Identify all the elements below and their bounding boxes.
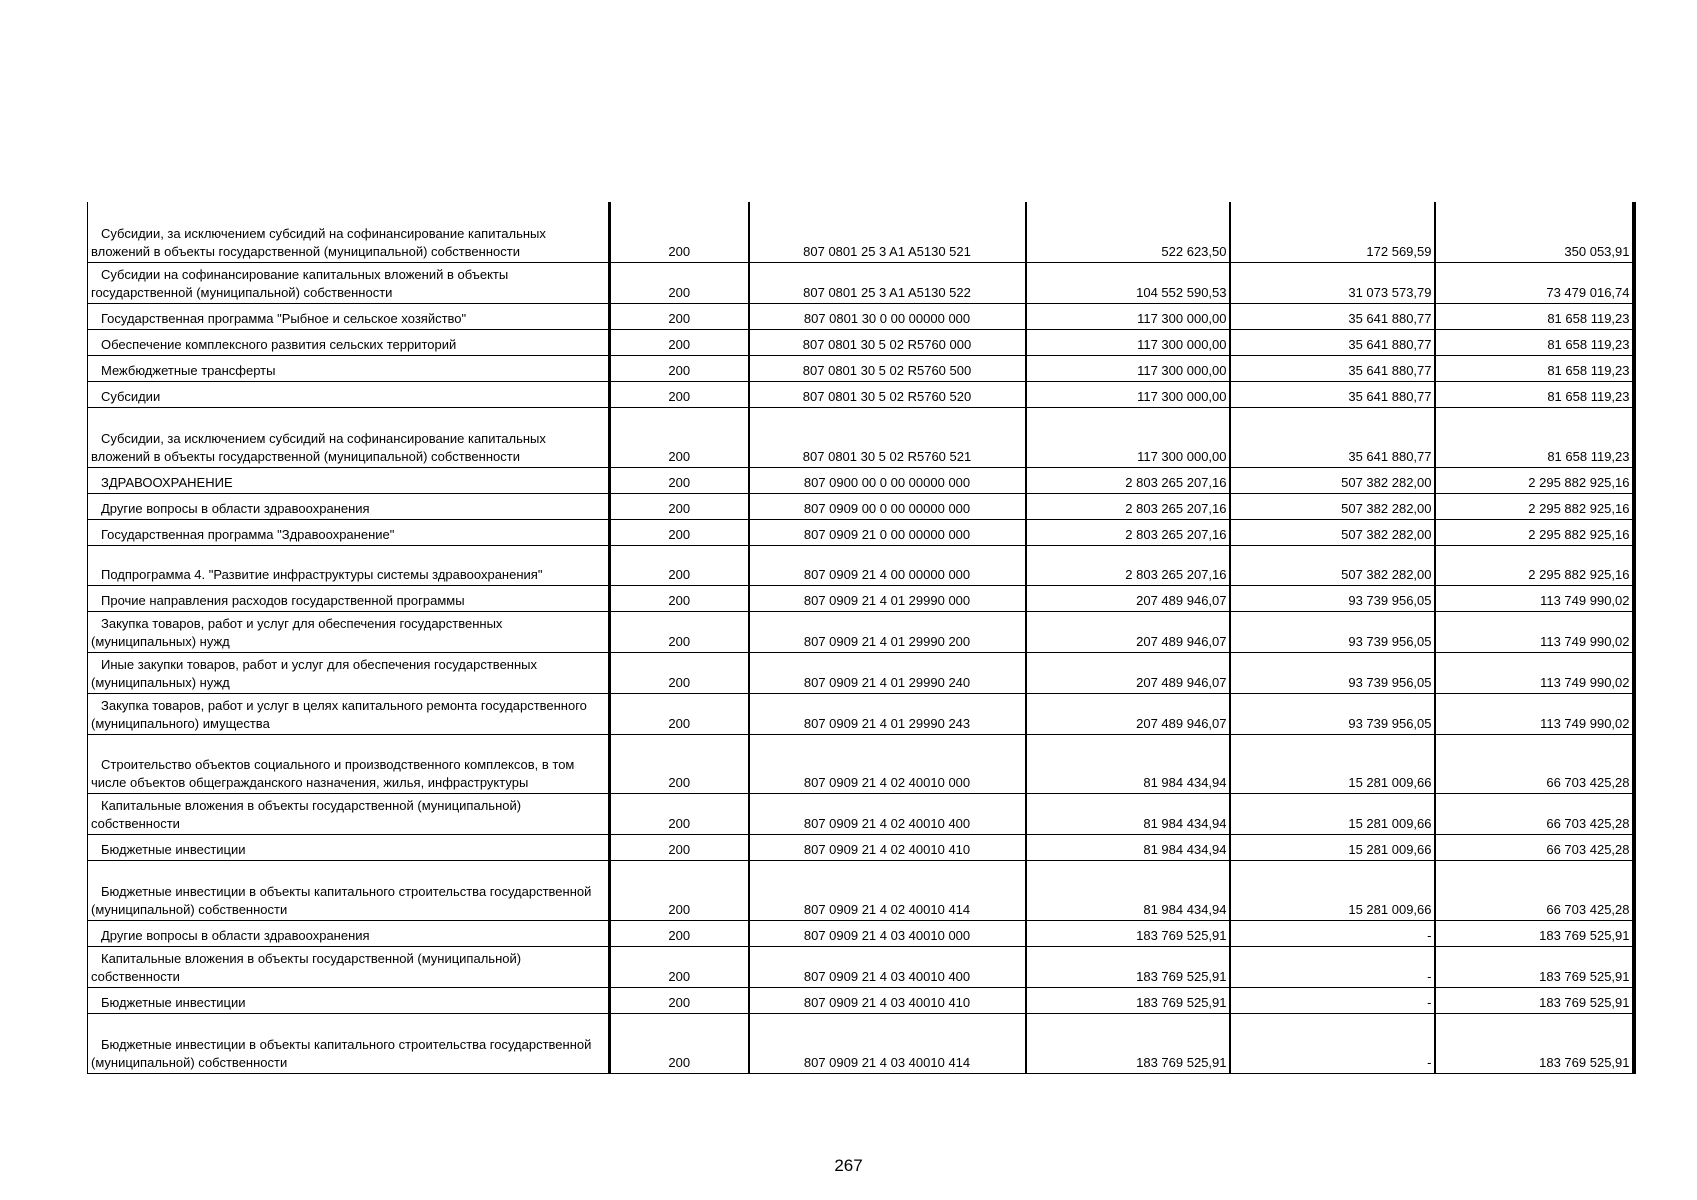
cell-name — [88, 545, 610, 585]
cell-approved: 117 300 000,00 — [1026, 407, 1230, 467]
table-row — [88, 303, 1634, 329]
cell-classification: 807 0801 30 5 02 R5760 520 — [749, 381, 1026, 407]
cell-executed: 35 641 880,77 — [1230, 381, 1435, 407]
cell-classification: 807 0909 21 4 03 40010 000 — [749, 920, 1026, 946]
cell-code: 200 — [610, 1013, 749, 1073]
table-row — [88, 860, 1634, 920]
cell-name — [88, 585, 610, 611]
table-row — [88, 585, 1634, 611]
cell-classification: 807 0909 21 4 01 29990 240 — [749, 652, 1026, 693]
cell-classification: 807 0900 00 0 00 00000 000 — [749, 467, 1026, 493]
cell-name — [88, 734, 610, 793]
row-name-text: Закупка товаров, работ и услуг для обеспечения государственных (муниципальных) нужд — [91, 615, 503, 649]
table-row — [88, 1013, 1634, 1073]
cell-code: 200 — [610, 329, 749, 355]
cell-approved: 2 803 265 207,16 — [1026, 545, 1230, 585]
cell-remaining: 113 749 990,02 — [1435, 585, 1634, 611]
row-name-text: Субсидии — [101, 388, 161, 404]
cell-code: 200 — [610, 303, 749, 329]
row-name-text: Капитальные вложения в объекты государственной (муниципальной) собственности — [91, 950, 522, 984]
cell-remaining: 81 658 119,23 — [1435, 381, 1634, 407]
cell-executed: 507 382 282,00 — [1230, 467, 1435, 493]
cell-executed: 35 641 880,77 — [1230, 303, 1435, 329]
cell-remaining: 81 658 119,23 — [1435, 303, 1634, 329]
row-name-text: Строительство объектов социального и производственного комплексов, в том числе объектов общегражданского назначения, жилья, инфраструктуры — [91, 756, 575, 790]
cell-name — [88, 987, 610, 1013]
cell-name — [88, 860, 610, 920]
cell-name — [88, 693, 610, 734]
row-name-text: Субсидии на софинансирование капитальных вложений в объекты государственной (муниципальной) собственности — [91, 266, 509, 300]
cell-classification: 807 0909 21 4 01 29990 200 — [749, 611, 1026, 652]
cell-remaining: 2 295 882 925,16 — [1435, 493, 1634, 519]
cell-name — [88, 355, 610, 381]
cell-code: 200 — [610, 920, 749, 946]
cell-remaining: 66 703 425,28 — [1435, 734, 1634, 793]
row-name-text: ЗДРАВООХРАНЕНИЕ — [101, 474, 233, 490]
cell-remaining: 81 658 119,23 — [1435, 329, 1634, 355]
row-name-text: Капитальные вложения в объекты государственной (муниципальной) собственности — [91, 797, 522, 831]
cell-approved: 81 984 434,94 — [1026, 734, 1230, 793]
cell-executed: 93 739 956,05 — [1230, 611, 1435, 652]
table-row — [88, 493, 1634, 519]
cell-code: 200 — [610, 652, 749, 693]
cell-name — [88, 262, 610, 303]
cell-executed: - — [1230, 1013, 1435, 1073]
cell-approved: 183 769 525,91 — [1026, 987, 1230, 1013]
cell-name — [88, 467, 610, 493]
cell-executed: 93 739 956,05 — [1230, 652, 1435, 693]
cell-approved: 117 300 000,00 — [1026, 355, 1230, 381]
table-body — [88, 202, 1634, 1073]
cell-name — [88, 652, 610, 693]
cell-executed: 35 641 880,77 — [1230, 329, 1435, 355]
cell-executed: - — [1230, 920, 1435, 946]
table-row — [88, 381, 1634, 407]
cell-name — [88, 493, 610, 519]
table-row — [88, 987, 1634, 1013]
table-row — [88, 834, 1634, 860]
row-name-text: Межбюджетные трансферты — [101, 362, 276, 378]
cell-classification: 807 0909 21 4 03 40010 414 — [749, 1013, 1026, 1073]
cell-remaining: 183 769 525,91 — [1435, 946, 1634, 987]
cell-classification: 807 0909 21 4 02 40010 410 — [749, 834, 1026, 860]
cell-code: 200 — [610, 355, 749, 381]
cell-remaining: 66 703 425,28 — [1435, 834, 1634, 860]
cell-classification: 807 0909 21 4 02 40010 400 — [749, 793, 1026, 834]
cell-code: 200 — [610, 611, 749, 652]
cell-approved: 81 984 434,94 — [1026, 834, 1230, 860]
budget-table — [87, 202, 1636, 1074]
cell-name — [88, 381, 610, 407]
cell-approved: 183 769 525,91 — [1026, 946, 1230, 987]
cell-remaining: 113 749 990,02 — [1435, 652, 1634, 693]
cell-classification: 807 0909 00 0 00 00000 000 — [749, 493, 1026, 519]
cell-remaining: 66 703 425,28 — [1435, 793, 1634, 834]
cell-executed: 15 281 009,66 — [1230, 834, 1435, 860]
cell-code: 200 — [610, 467, 749, 493]
cell-classification: 807 0909 21 0 00 00000 000 — [749, 519, 1026, 545]
table-row — [88, 652, 1634, 693]
cell-executed: 172 569,59 — [1230, 202, 1435, 262]
cell-code: 200 — [610, 519, 749, 545]
row-name-text: Государственная программа "Здравоохранение" — [101, 526, 395, 542]
cell-name — [88, 303, 610, 329]
cell-classification: 807 0909 21 4 01 29990 000 — [749, 585, 1026, 611]
table-row — [88, 734, 1634, 793]
page-number: 267 — [834, 1156, 863, 1175]
cell-remaining: 2 295 882 925,16 — [1435, 519, 1634, 545]
cell-executed: 35 641 880,77 — [1230, 407, 1435, 467]
cell-name — [88, 611, 610, 652]
row-name-text: Иные закупки товаров, работ и услуг для обеспечения государственных (муниципальных) нужд — [91, 656, 537, 690]
cell-code: 200 — [610, 585, 749, 611]
cell-classification: 807 0801 25 3 A1 A5130 522 — [749, 262, 1026, 303]
row-name-text: Государственная программа "Рыбное и сельское хозяйство" — [101, 310, 467, 326]
cell-approved: 2 803 265 207,16 — [1026, 467, 1230, 493]
cell-code: 200 — [610, 860, 749, 920]
row-name-text: Бюджетные инвестиции в объекты капитального строительства государственной (муниципальной) собственности — [91, 1036, 592, 1070]
cell-code: 200 — [610, 734, 749, 793]
cell-classification: 807 0909 21 4 02 40010 000 — [749, 734, 1026, 793]
cell-code: 200 — [610, 262, 749, 303]
cell-approved: 117 300 000,00 — [1026, 329, 1230, 355]
table-row — [88, 946, 1634, 987]
cell-approved: 207 489 946,07 — [1026, 693, 1230, 734]
cell-remaining: 2 295 882 925,16 — [1435, 467, 1634, 493]
cell-executed: 15 281 009,66 — [1230, 860, 1435, 920]
cell-remaining: 81 658 119,23 — [1435, 355, 1634, 381]
cell-approved: 2 803 265 207,16 — [1026, 519, 1230, 545]
table-row — [88, 355, 1634, 381]
row-name-text: Бюджетные инвестиции — [101, 841, 246, 857]
table-row — [88, 611, 1634, 652]
cell-code: 200 — [610, 545, 749, 585]
table-row — [88, 920, 1634, 946]
cell-approved: 183 769 525,91 — [1026, 1013, 1230, 1073]
table-row — [88, 262, 1634, 303]
cell-name — [88, 920, 610, 946]
cell-classification: 807 0801 25 3 A1 A5130 521 — [749, 202, 1026, 262]
cell-remaining: 350 053,91 — [1435, 202, 1634, 262]
cell-approved: 522 623,50 — [1026, 202, 1230, 262]
cell-name — [88, 329, 610, 355]
cell-code: 200 — [610, 793, 749, 834]
cell-approved: 207 489 946,07 — [1026, 652, 1230, 693]
cell-approved: 117 300 000,00 — [1026, 381, 1230, 407]
cell-name — [88, 519, 610, 545]
cell-remaining: 183 769 525,91 — [1435, 1013, 1634, 1073]
table-row — [88, 202, 1634, 262]
row-name-text: Обеспечение комплексного развития сельских территорий — [101, 336, 457, 352]
cell-name — [88, 834, 610, 860]
cell-executed: 93 739 956,05 — [1230, 693, 1435, 734]
cell-remaining: 2 295 882 925,16 — [1435, 545, 1634, 585]
table-row — [88, 329, 1634, 355]
cell-remaining: 81 658 119,23 — [1435, 407, 1634, 467]
cell-executed: 93 739 956,05 — [1230, 585, 1435, 611]
cell-approved: 81 984 434,94 — [1026, 860, 1230, 920]
cell-name — [88, 793, 610, 834]
cell-approved: 104 552 590,53 — [1026, 262, 1230, 303]
cell-code: 200 — [610, 381, 749, 407]
cell-code: 200 — [610, 407, 749, 467]
cell-executed: 31 073 573,79 — [1230, 262, 1435, 303]
cell-executed: 507 382 282,00 — [1230, 493, 1435, 519]
cell-executed: 15 281 009,66 — [1230, 734, 1435, 793]
cell-executed: - — [1230, 946, 1435, 987]
row-name-text: Субсидии, за исключением субсидий на софинансирование капитальных вложений в объекты государственной (муниципальной) собственности — [91, 430, 546, 464]
cell-approved: 2 803 265 207,16 — [1026, 493, 1230, 519]
row-name-text: Другие вопросы в области здравоохранения — [101, 927, 370, 943]
cell-name — [88, 202, 610, 262]
cell-code: 200 — [610, 202, 749, 262]
cell-executed: 507 382 282,00 — [1230, 545, 1435, 585]
cell-approved: 81 984 434,94 — [1026, 793, 1230, 834]
cell-classification: 807 0909 21 4 03 40010 400 — [749, 946, 1026, 987]
row-name-text: Закупка товаров, работ и услуг в целях капитального ремонта государственного (муниципального) имущества — [91, 697, 587, 731]
table-row — [88, 467, 1634, 493]
cell-remaining: 66 703 425,28 — [1435, 860, 1634, 920]
row-name-text: Прочие направления расходов государственной программы — [101, 592, 465, 608]
table-row — [88, 519, 1634, 545]
cell-remaining: 113 749 990,02 — [1435, 693, 1634, 734]
cell-approved: 207 489 946,07 — [1026, 585, 1230, 611]
table-row — [88, 545, 1634, 585]
cell-remaining: 183 769 525,91 — [1435, 920, 1634, 946]
cell-classification: 807 0909 21 4 01 29990 243 — [749, 693, 1026, 734]
cell-executed: 507 382 282,00 — [1230, 519, 1435, 545]
cell-code: 200 — [610, 946, 749, 987]
cell-name — [88, 946, 610, 987]
cell-classification: 807 0801 30 5 02 R5760 000 — [749, 329, 1026, 355]
cell-remaining: 73 479 016,74 — [1435, 262, 1634, 303]
row-name-text: Бюджетные инвестиции в объекты капитального строительства государственной (муниципальной) собственности — [91, 883, 592, 917]
cell-approved: 183 769 525,91 — [1026, 920, 1230, 946]
cell-code: 200 — [610, 834, 749, 860]
cell-remaining: 183 769 525,91 — [1435, 987, 1634, 1013]
cell-classification: 807 0801 30 5 02 R5760 500 — [749, 355, 1026, 381]
cell-classification: 807 0909 21 4 00 00000 000 — [749, 545, 1026, 585]
cell-code: 200 — [610, 493, 749, 519]
cell-name — [88, 1013, 610, 1073]
table-row — [88, 407, 1634, 467]
cell-approved: 117 300 000,00 — [1026, 303, 1230, 329]
cell-classification: 807 0801 30 0 00 00000 000 — [749, 303, 1026, 329]
row-name-text: Подпрограмма 4. "Развитие инфраструктуры системы здравоохранения" — [101, 566, 543, 582]
cell-classification: 807 0909 21 4 03 40010 410 — [749, 987, 1026, 1013]
table-row — [88, 793, 1634, 834]
cell-executed: - — [1230, 987, 1435, 1013]
cell-name — [88, 407, 610, 467]
cell-classification: 807 0909 21 4 02 40010 414 — [749, 860, 1026, 920]
cell-code: 200 — [610, 987, 749, 1013]
cell-code: 200 — [610, 693, 749, 734]
cell-executed: 35 641 880,77 — [1230, 355, 1435, 381]
cell-remaining: 113 749 990,02 — [1435, 611, 1634, 652]
row-name-text: Бюджетные инвестиции — [101, 994, 246, 1010]
cell-classification: 807 0801 30 5 02 R5760 521 — [749, 407, 1026, 467]
row-name-text: Другие вопросы в области здравоохранения — [101, 500, 370, 516]
row-name-text: Субсидии, за исключением субсидий на софинансирование капитальных вложений в объекты государственной (муниципальной) собственности — [91, 225, 546, 259]
table-row — [88, 693, 1634, 734]
cell-executed: 15 281 009,66 — [1230, 793, 1435, 834]
cell-approved: 207 489 946,07 — [1026, 611, 1230, 652]
